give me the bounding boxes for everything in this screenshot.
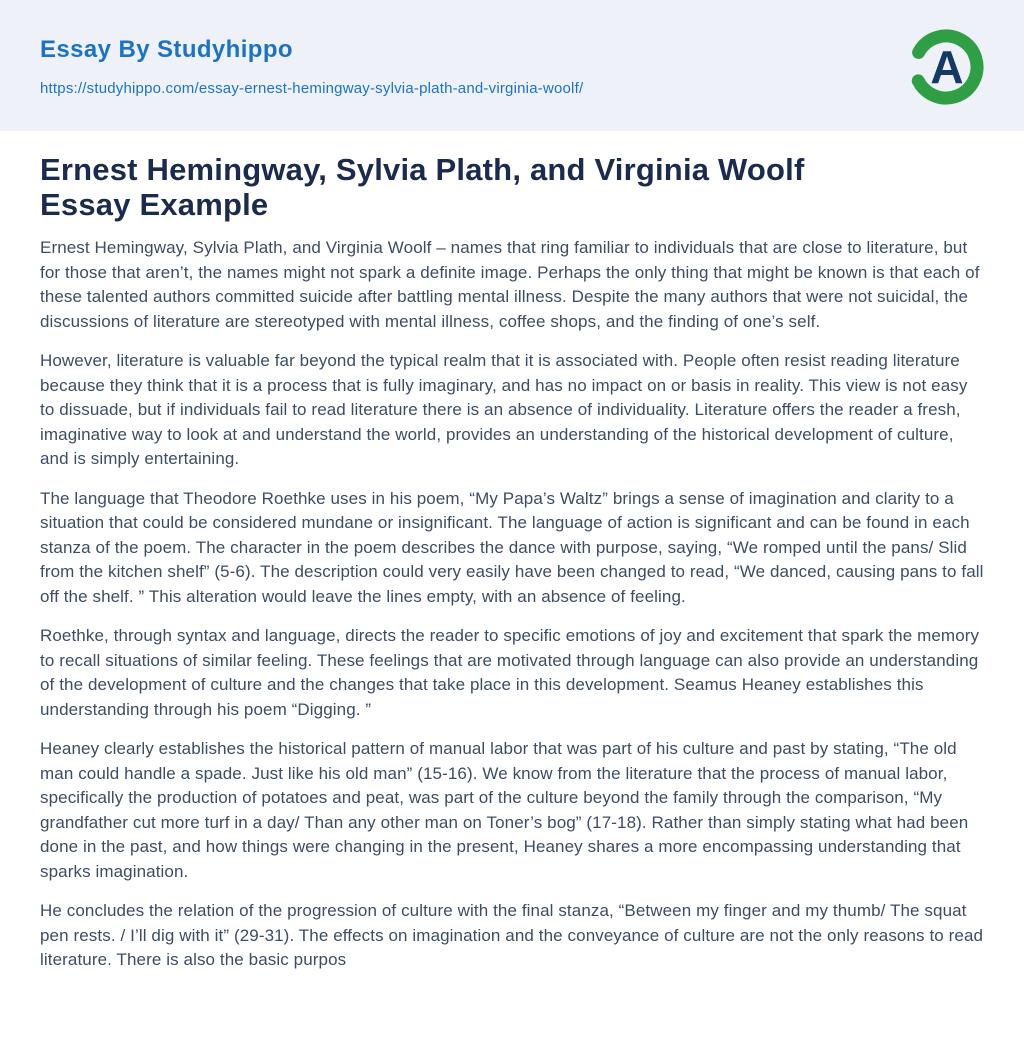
essay-paragraph-3: The language that Theodore Roethke uses in his poem, “My Papa’s Waltz” brings a sense of imagination and clarity to a situation that could be considered mundane or insignificant. The language of action is significant and can be found in each stanza of the poem. The character in the poem describes the dance with purpose, saying, “We romped until the pans/ Slid from the kitchen shelf” (5-6). The description could very easily have been changed to read, “We danced, causing pans to fall off the shelf. ” This alteration would leave the lines empty, with an absence of feeling. [40,488,984,606]
header [0,0,1024,131]
essay-url-link[interactable]: https://studyhippo.com/essay-ernest-hemingway-sylvia-plath-and-virginia-woolf/ [40,80,584,97]
essay-paragraph-6: He concludes the relation of the progression of culture with the final stanza, “Between my finger and my thumb/ The squat pen rests. / I’ll dig with it” (29-31). The effects on imagination and the conveyance of culture are not the only reasons to read literature. There is also the basic purpos [40,901,984,970]
studyhippo-logo[interactable] [906,27,986,107]
site-title-link[interactable]: Essay By Studyhippo [40,36,293,63]
essay-title: Ernest Hemingway, Sylvia Plath, and Virginia Woolf Essay Example [40,152,805,223]
essay-paragraph-5: Heaney clearly establishes the historical pattern of manual labor that was part of his culture and past by stating, “The old man could handle a spade. Just like his old man” (15-16). We know from the literature that the process of manual labor, specifically the production of potatoes and peat, was part of the culture beyond the family through the comparison, “My grandfather cut more turf in a day/ Than any other man on Toner’s bog” (17-18). Rather than simply stating what had been done in the past, and how things were changing in the present, Heaney shares a more encompassing understanding that sparks imagination. [40,739,969,881]
logo-letter: A [930,40,964,93]
essay-content [0,131,1024,973]
essay-paragraph-4: Roethke, through syntax and language, directs the reader to specific emotions of joy and excitement that spark the memory to recall situations of similar feeling. These feelings that are motivated through language can also provide an understanding of the development of culture and the changes that take place in this development. Seamus Heaney establishes this understanding through his poem “Digging. ” [40,626,980,719]
studyhippo-logo-icon [906,27,986,107]
essay-paragraph-2: However, literature is valuable far beyond the typical realm that it is associated with. People often resist reading literature because they think that it is a process that is fully imaginary, and has no impact on or basis in reality. This view is not easy to dissuade, but if individuals fail to read literature there is an absence of individuality. Literature offers the reader a fresh, imaginative way to look at and understand the world, provides an understanding of the historical development of culture, and is simply entertaining. [40,351,968,469]
essay-paragraph-1: Ernest Hemingway, Sylvia Plath, and Virginia Woolf – names that ring familiar to individuals that are close to literature, but for those that aren’t, the names might not spark a definite image. Perhaps the only thing that might be known is that each of these talented authors committed suicide after battling mental illness. Despite the many authors that were not suicidal, the discussions of literature are stereotyped with mental illness, coffee shops, and the finding of one’s self. [40,238,980,331]
header-text-block [40,36,583,97]
